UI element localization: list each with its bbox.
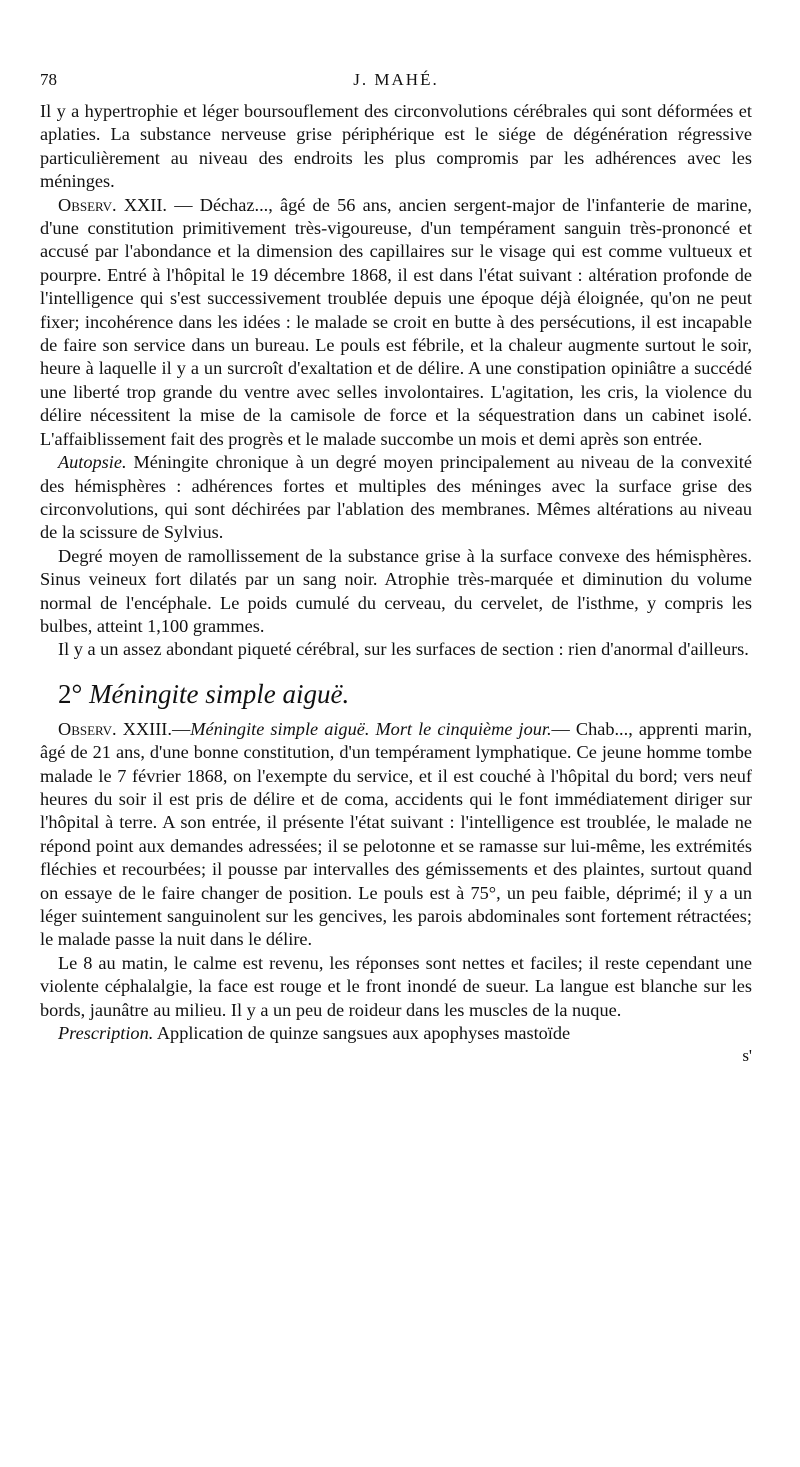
- paragraph-ramollissement: Degré moyen de ramollissement de la substance grise à la surface convexe des hémisphères. Sinus veineux fort dilatés par un sang noir. Atrophie très-marquée et diminution du volume normal de l'encéphale. Le poids cumulé du cerveau, du cervelet, de l'isthme, y compris les bulbes, atteint 1,100 grammes.: [40, 545, 752, 636]
- autopsy-label: Autopsie.: [58, 452, 127, 473]
- prescription-label: Prescription.: [58, 1023, 154, 1044]
- paragraph-le-8: Le 8 au matin, le calme est revenu, les réponses sont nettes et faciles; il reste cependant une violente céphalalgie, la face est rouge et le front inondé de sueur. La langue est blanche sur les bords, jaunâtre au milieu. Il y a un peu de roideur dans les muscles de la nuque.: [40, 952, 752, 1020]
- observation-23-text: — Chab..., apprenti marin, âgé de 21 ans, d'une bonne constitution, d'un tempérament lymphatique. Ce jeune homme tombe malade le 7 février 1868, on l'exempte du service, et il est couché à l'hôpital du bord; vers neuf heures du soir il est pris de délire et de coma, accidents qui le font immédiatement diriger sur l'hôpital à terre. A son entrée, il présente l'état suivant : l'intelligence est troublée, le malade ne répond point aux demandes adressées; il se pelotonne et se ramasse sur lui-même, les extrémités fléchies et recourbées; il pousse par intervalles des gémissements et des plaintes, surtout quand on essaye de le faire changer de position. Le pouls est à 75°, un peu faible, déprimé; il y a un léger suintement sanguinolent sur les gencives, les parois abdominales sont fortement rétractées; le malade passe la nuit dans le délire.: [40, 718, 752, 950]
- section-title: Méningite simple aiguë.: [82, 678, 350, 709]
- observation-22-label: Observ. XXII.: [58, 194, 168, 215]
- paragraph-circonvolutions: Il y a hypertrophie et léger boursouflement des circonvolutions cérébrales qui sont déformées et aplaties. La substance nerveuse grise périphérique est le siége de dégénération régressive particulièrement au niveau des endroits les plus compromis par les adhérences avec les méninges.: [40, 101, 752, 192]
- catchword: s': [742, 1046, 752, 1066]
- observation-23-label: Observ.: [58, 718, 117, 739]
- page-number: 78: [40, 70, 57, 89]
- prescription-text: Application de quinze sangsues aux apophyses mastoïde: [153, 1023, 571, 1044]
- document-page: [40, 70, 752, 1067]
- section-heading: [58, 674, 752, 714]
- observation-22: [40, 194, 752, 451]
- section-number: 2°: [58, 678, 83, 709]
- prescription-paragraph: [40, 1022, 752, 1045]
- running-title: J. MAHÉ.: [353, 70, 439, 89]
- running-head: [40, 70, 752, 100]
- observation-23: [40, 718, 752, 952]
- observation-22-text: — Déchaz..., âgé de 56 ans, ancien sergent-major de l'infanterie de marine, d'une constitution primitivement très-vigoureuse, d'un tempérament sanguin très-prononcé et accusé par l'abondance et la dimension des capillaires sur le visage qui est comme vultueux et pourpre. Entré à l'hôpital le 19 décembre 1868, il est dans l'état suivant : altération profonde de l'intelligence qui s'est successivement troublée depuis une époque déjà éloignée, qu'on ne peut fixer; incohérence dans les idées : le malade se croit en butte à des persécutions, il est incapable de faire son service dans un bureau. Le pouls est fébrile, et la chaleur augmente surtout le soir, heure à laquelle il y a un surcroît d'exaltation et de délire. A une constipation opiniâtre a succédé une liberté trop grande du ventre avec selles involontaires. L'agitation, les cris, la violence du délire nécessitent la mise de la camisole de force et la séquestration dans un cabinet isolé. L'affaiblissement fait des progrès et le malade succombe un mois et demi après son entrée.: [40, 194, 753, 449]
- observation-23-number: XXIII.—: [116, 718, 191, 739]
- autopsy-paragraph: [40, 451, 752, 545]
- autopsy-text: Méningite chronique à un degré moyen principalement au niveau de la convexité des hémisphères : adhérences fortes et multiples des méninges avec la surface grise des circonvolutions, qui sont déchirées par l'ablation des membranes. Mêmes altérations au niveau de la scissure de Sylvius.: [40, 452, 752, 543]
- observation-23-subtitle: Méningite simple aiguë. Mort le cinquième jour.: [190, 718, 552, 739]
- paragraph-piquete: Il y a un assez abondant piqueté cérébral, sur les surfaces de section : rien d'anormal d'ailleurs.: [58, 639, 749, 660]
